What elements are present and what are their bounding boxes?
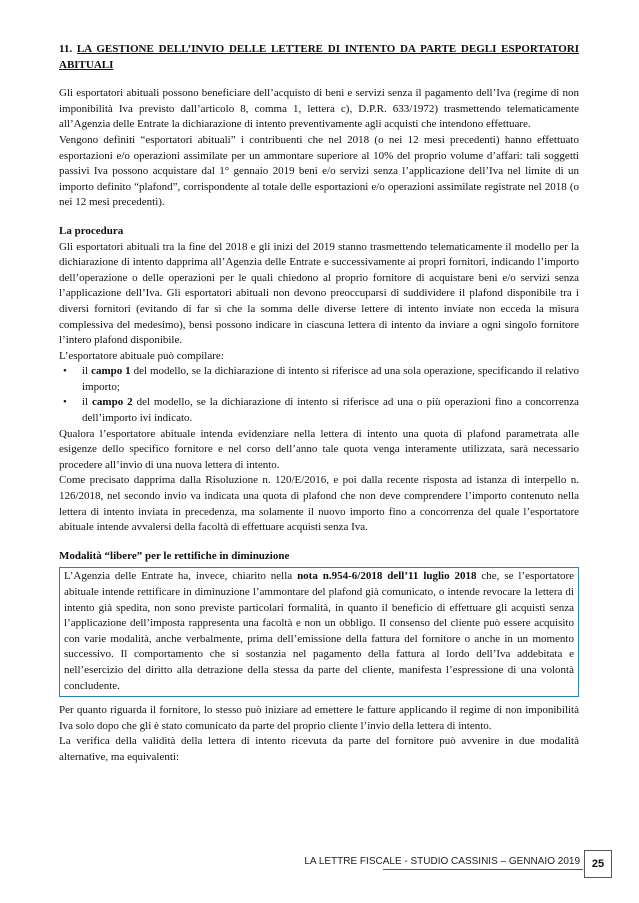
intro-paragraph-2: Vengono definiti “esportatori abituali” i contribuenti che nel 2018 (o nei 12 mesi precedenti) hanno effettuato esportazioni e/o operazioni assimilate per un ammontare superiore al 10% del proprio volume d’affari: tali soggetti passivi Iva possono acquistare dal 1° gennaio 2019 beni e/o servizi senza l’applicazione dell’Iva nel limite di un importo definito “plafond”, corrispondente al totale delle esportazioni e/o operazioni assimilate registrate nel 2018 (o nei 12 mesi precedenti).: [59, 133, 579, 209]
campo-list: [59, 364, 579, 426]
section-heading: [59, 42, 579, 73]
intro-paragraph-1: Gli esportatori abituali possono beneficiare dell’acquisto di beni e servizi senza il pagamento dell’Iva (regime di non imponibilità Iva previsto dall’articolo 8, comma 1, lettera c), D.P.R. 633/1972) trasmettendo telematicamente all’Agenzia delle Entrate la dichiarazione di intento preventivamente agli acquisti che intendono effettuare.: [59, 87, 579, 131]
modalita-title: Modalità “libere” per le rettifiche in diminuzione: [59, 549, 290, 562]
procedura-paragraph-3: Qualora l’esportatore abituale intenda evidenziare nella lettera di intento una quota di plafond parametrata alle esigenze dello specifico fornitore e nel corso dell’anno tale quota venga interamente utilizzata, sarà necessario procedere all’invio di una nuova lettera di intento.: [59, 427, 579, 471]
procedura-paragraph-2: L’esportatore abituale può compilare:: [59, 349, 224, 362]
bullet-icon: •: [63, 396, 67, 409]
list-item: • il campo 1 del modello, se la dichiarazione di intento si riferisce ad una sola operazione, specificando il relativo importo;: [63, 365, 579, 393]
footer-text: LA LETTRE FISCALE - STUDIO CASSINIS – GENNAIO 2019: [304, 856, 580, 867]
document-page: [59, 42, 579, 766]
bullet-icon: •: [63, 365, 67, 378]
list-item: • il campo 2 del modello, se la dichiarazione di intento si riferisce ad una o più operazioni fino a concorrenza dell’importo ivi indicato.: [63, 396, 579, 425]
modalita-paragraph-1: Per quanto riguarda il fornitore, lo stesso può iniziare ad emettere le fatture applicando il regime di non imponibilità Iva solo dopo che gli è stato comunicato da parte del proprio cliente l’invio della lettera di intento.: [59, 704, 579, 732]
procedura-title: La procedura: [59, 224, 124, 237]
box-paragraph: L’Agenzia delle Entrate ha, invece, chiarito nella nota n.954-6/2018 dell’11 luglio 2018 che, se l’esportatore abituale intende rettificare in diminuzione l’ammontare del plafond già comunicato, o intende revocare la lettera di intento già spedita, non sono previste particolari formalità, in quanto il beneficio di effettuare gli acquisti senza l’applicazione dell’imposta rappresenta una facoltà e non un obbligo. Il consenso del cliente può essere acquisito con varie modalità, anche verbalmente, prima dell’emissione della fattura del fornitore o anche in un momento successivo. Il comportamento che si sostanzia nel pagamento della fattura al lordo dell’Iva addebitata e nell’esercizio del diritto alla detrazione della stessa da parte del cliente, manifesta l’espressione di una volontà concludente.: [64, 570, 574, 692]
section-number: 11.: [59, 43, 73, 55]
page-number: 25: [584, 850, 612, 878]
procedura-paragraph-4: Come precisato dapprima dalla Risoluzione n. 120/E/2016, e poi dalla recente risposta ad istanza di interpello n. 126/2018, nel secondo invio va indicata una quota di plafond che non deve comprendere l’importo contenuto nella lettera di intento inviata in precedenza, ma solamente il nuovo importo fino a concorrenza del quale l’esportatore abituale intende avvalersi della facoltà di effettuare acquisti senza Iva.: [59, 474, 579, 534]
procedura-paragraph-1: Gli esportatori abituali tra la fine del 2018 e gli inizi del 2019 stanno trasmettendo telematicamente il modello per la dichiarazione di intento dapprima all’Agenzia delle Entrate e successivamente ai propri fornitori, indicando l’importo dell’operazione o delle operazioni per le quali chiedono al proprio fornitore di acquistare beni e/o servizi senza l’applicazione dell’Iva. Gli esportatori abituali non devono preoccuparsi di suddividere il plafond disponibile tra i diversi fornitori (evitando di far sì che la somma delle diverse lettere di intento inviate non ecceda la misura complessiva del medesimo), bensì possono indicare in ciascuna lettera di intento da inviare a ogni singolo fornitore l’intero plafond disponibile.: [59, 240, 579, 347]
modalita-paragraph-2: La verifica della validità della lettera di intento ricevuta da parte del fornitore può avvenire in due modalità alternative, ma equivalenti:: [59, 735, 579, 763]
highlight-box: [59, 567, 579, 697]
footer-divider: [383, 869, 583, 870]
section-title: LA GESTIONE DELL’INVIO DELLE LETTERE DI INTENTO DA PARTE DEGLI ESPORTATORI ABITUALI: [59, 43, 580, 71]
